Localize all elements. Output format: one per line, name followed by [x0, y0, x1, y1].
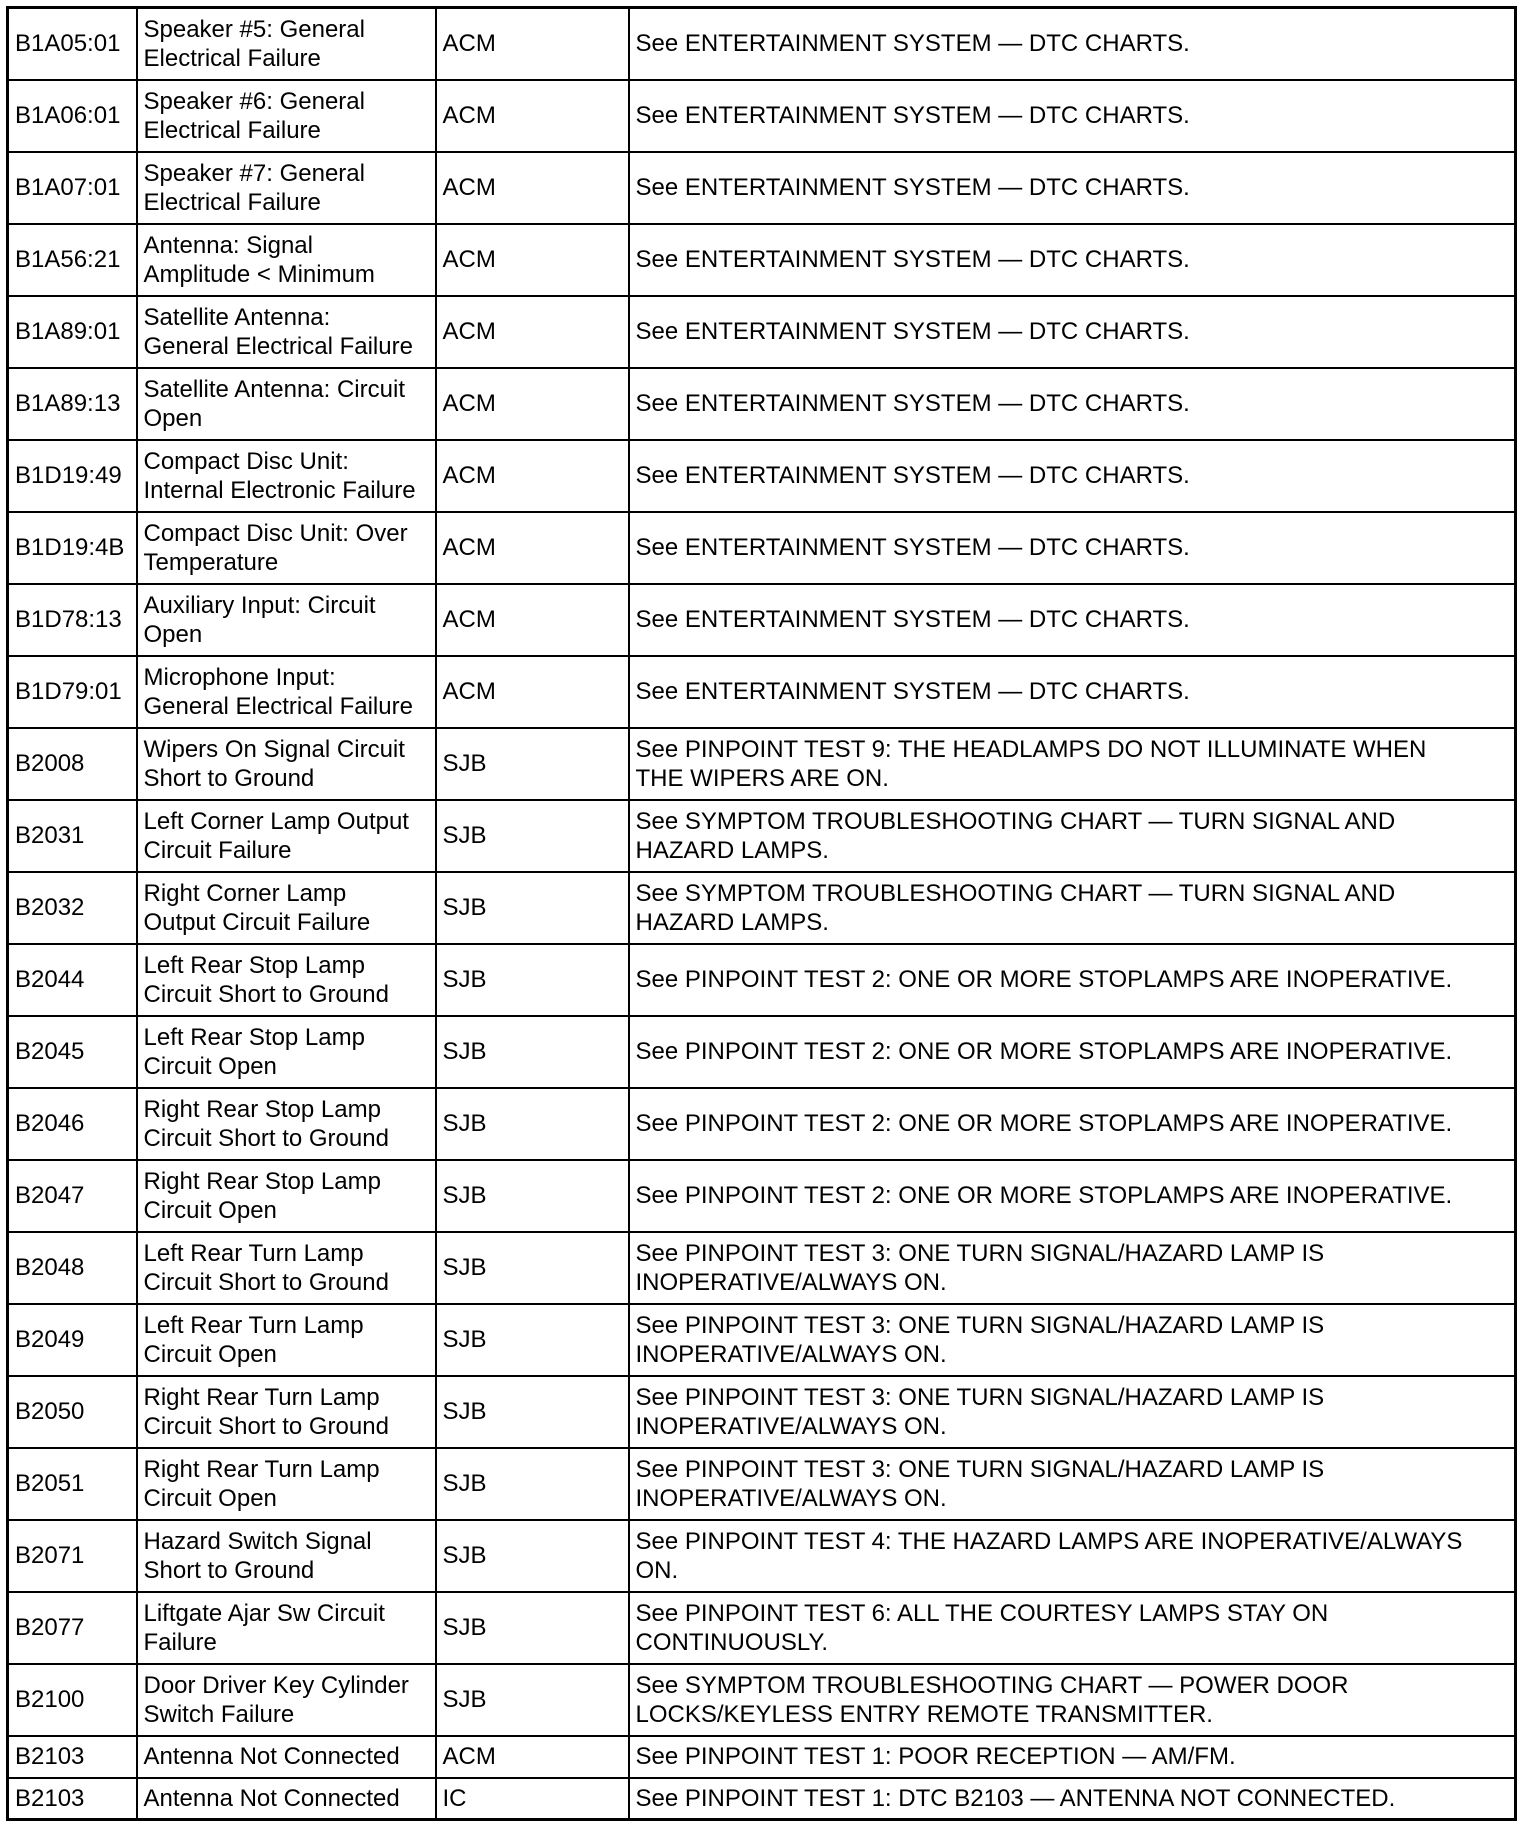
description-cell: Right Rear Stop Lamp Circuit Short to Ground	[137, 1088, 436, 1160]
module-cell: ACM	[436, 512, 629, 584]
table-row	[8, 800, 1516, 872]
description-cell: Antenna: Signal Amplitude < Minimum	[137, 224, 436, 296]
table-row	[8, 1448, 1516, 1520]
action-cell: See PINPOINT TEST 6: ALL THE COURTESY LAMPS STAY ON CONTINUOUSLY.	[629, 1592, 1516, 1664]
table-row	[8, 152, 1516, 224]
description-cell: Compact Disc Unit: Over Temperature	[137, 512, 436, 584]
dtc-code-cell: B2046	[8, 1088, 137, 1160]
dtc-code-cell: B1A05:01	[8, 8, 137, 80]
dtc-code-cell: B1A07:01	[8, 152, 137, 224]
module-cell: ACM	[436, 656, 629, 728]
description-cell: Left Corner Lamp Output Circuit Failure	[137, 800, 436, 872]
dtc-table	[6, 6, 1517, 1821]
action-cell: See PINPOINT TEST 3: ONE TURN SIGNAL/HAZARD LAMP IS INOPERATIVE/ALWAYS ON.	[629, 1376, 1516, 1448]
table-row	[8, 1016, 1516, 1088]
action-cell: See SYMPTOM TROUBLESHOOTING CHART — POWER DOOR LOCKS/KEYLESS ENTRY REMOTE TRANSMITTER.	[629, 1664, 1516, 1736]
table-row	[8, 1736, 1516, 1778]
dtc-code-cell: B2077	[8, 1592, 137, 1664]
description-cell: Antenna Not Connected	[137, 1736, 436, 1778]
module-cell: SJB	[436, 1232, 629, 1304]
description-cell: Antenna Not Connected	[137, 1778, 436, 1820]
action-cell: See PINPOINT TEST 2: ONE OR MORE STOPLAMPS ARE INOPERATIVE.	[629, 1088, 1516, 1160]
module-cell: SJB	[436, 1664, 629, 1736]
description-cell: Hazard Switch Signal Short to Ground	[137, 1520, 436, 1592]
action-cell: See PINPOINT TEST 3: ONE TURN SIGNAL/HAZARD LAMP IS INOPERATIVE/ALWAYS ON.	[629, 1448, 1516, 1520]
module-cell: SJB	[436, 944, 629, 1016]
dtc-code-cell: B2071	[8, 1520, 137, 1592]
module-cell: ACM	[436, 1736, 629, 1778]
description-cell: Right Corner Lamp Output Circuit Failure	[137, 872, 436, 944]
description-cell: Left Rear Stop Lamp Circuit Short to Ground	[137, 944, 436, 1016]
description-cell: Right Rear Turn Lamp Circuit Open	[137, 1448, 436, 1520]
module-cell: ACM	[436, 296, 629, 368]
dtc-code-cell: B2051	[8, 1448, 137, 1520]
action-cell: See ENTERTAINMENT SYSTEM — DTC CHARTS.	[629, 512, 1516, 584]
table-row	[8, 512, 1516, 584]
module-cell: IC	[436, 1778, 629, 1820]
table-row	[8, 1304, 1516, 1376]
module-cell: SJB	[436, 872, 629, 944]
action-cell: See PINPOINT TEST 4: THE HAZARD LAMPS ARE INOPERATIVE/ALWAYS ON.	[629, 1520, 1516, 1592]
table-row	[8, 1160, 1516, 1232]
description-cell: Speaker #5: General Electrical Failure	[137, 8, 436, 80]
description-cell: Auxiliary Input: Circuit Open	[137, 584, 436, 656]
action-cell: See PINPOINT TEST 1: POOR RECEPTION — AM/FM.	[629, 1736, 1516, 1778]
table-row	[8, 8, 1516, 80]
dtc-code-cell: B2045	[8, 1016, 137, 1088]
action-cell: See PINPOINT TEST 1: DTC B2103 — ANTENNA NOT CONNECTED.	[629, 1778, 1516, 1820]
module-cell: SJB	[436, 1448, 629, 1520]
module-cell: SJB	[436, 1520, 629, 1592]
table-row	[8, 728, 1516, 800]
description-cell: Right Rear Stop Lamp Circuit Open	[137, 1160, 436, 1232]
dtc-code-cell: B2050	[8, 1376, 137, 1448]
module-cell: ACM	[436, 152, 629, 224]
module-cell: ACM	[436, 368, 629, 440]
description-cell: Wipers On Signal Circuit Short to Ground	[137, 728, 436, 800]
table-row	[8, 872, 1516, 944]
table-row	[8, 1232, 1516, 1304]
action-cell: See PINPOINT TEST 3: ONE TURN SIGNAL/HAZARD LAMP IS INOPERATIVE/ALWAYS ON.	[629, 1232, 1516, 1304]
dtc-code-cell: B2100	[8, 1664, 137, 1736]
dtc-code-cell: B2049	[8, 1304, 137, 1376]
description-cell: Satellite Antenna: Circuit Open	[137, 368, 436, 440]
module-cell: SJB	[436, 1016, 629, 1088]
module-cell: SJB	[436, 1376, 629, 1448]
action-cell: See ENTERTAINMENT SYSTEM — DTC CHARTS.	[629, 296, 1516, 368]
module-cell: ACM	[436, 584, 629, 656]
dtc-code-cell: B2047	[8, 1160, 137, 1232]
description-cell: Satellite Antenna: General Electrical Failure	[137, 296, 436, 368]
table-row	[8, 944, 1516, 1016]
action-cell: See PINPOINT TEST 2: ONE OR MORE STOPLAMPS ARE INOPERATIVE.	[629, 944, 1516, 1016]
module-cell: ACM	[436, 440, 629, 512]
action-cell: See ENTERTAINMENT SYSTEM — DTC CHARTS.	[629, 152, 1516, 224]
dtc-code-cell: B1D19:49	[8, 440, 137, 512]
table-row	[8, 1520, 1516, 1592]
module-cell: SJB	[436, 1160, 629, 1232]
description-cell: Left Rear Stop Lamp Circuit Open	[137, 1016, 436, 1088]
dtc-code-cell: B1D78:13	[8, 584, 137, 656]
table-row	[8, 224, 1516, 296]
module-cell: SJB	[436, 800, 629, 872]
dtc-code-cell: B2031	[8, 800, 137, 872]
description-cell: Liftgate Ajar Sw Circuit Failure	[137, 1592, 436, 1664]
dtc-code-cell: B2103	[8, 1778, 137, 1820]
dtc-code-cell: B2044	[8, 944, 137, 1016]
dtc-code-cell: B1A56:21	[8, 224, 137, 296]
table-row	[8, 656, 1516, 728]
action-cell: See SYMPTOM TROUBLESHOOTING CHART — TURN SIGNAL AND HAZARD LAMPS.	[629, 872, 1516, 944]
description-cell: Speaker #7: General Electrical Failure	[137, 152, 436, 224]
description-cell: Door Driver Key Cylinder Switch Failure	[137, 1664, 436, 1736]
action-cell: See ENTERTAINMENT SYSTEM — DTC CHARTS.	[629, 440, 1516, 512]
module-cell: ACM	[436, 80, 629, 152]
dtc-code-cell: B2048	[8, 1232, 137, 1304]
action-cell: See ENTERTAINMENT SYSTEM — DTC CHARTS.	[629, 584, 1516, 656]
dtc-code-cell: B2008	[8, 728, 137, 800]
dtc-code-cell: B2032	[8, 872, 137, 944]
description-cell: Microphone Input: General Electrical Failure	[137, 656, 436, 728]
table-row	[8, 80, 1516, 152]
module-cell: SJB	[436, 1592, 629, 1664]
table-row	[8, 1778, 1516, 1820]
description-cell: Compact Disc Unit: Internal Electronic Failure	[137, 440, 436, 512]
module-cell: SJB	[436, 1304, 629, 1376]
action-cell: See ENTERTAINMENT SYSTEM — DTC CHARTS.	[629, 80, 1516, 152]
module-cell: SJB	[436, 1088, 629, 1160]
table-row	[8, 1664, 1516, 1736]
dtc-code-cell: B1A06:01	[8, 80, 137, 152]
dtc-code-cell: B1A89:01	[8, 296, 137, 368]
module-cell: ACM	[436, 224, 629, 296]
table-row	[8, 1088, 1516, 1160]
action-cell: See ENTERTAINMENT SYSTEM — DTC CHARTS.	[629, 656, 1516, 728]
table-row	[8, 584, 1516, 656]
action-cell: See ENTERTAINMENT SYSTEM — DTC CHARTS.	[629, 224, 1516, 296]
action-cell: See PINPOINT TEST 3: ONE TURN SIGNAL/HAZARD LAMP IS INOPERATIVE/ALWAYS ON.	[629, 1304, 1516, 1376]
action-cell: See ENTERTAINMENT SYSTEM — DTC CHARTS.	[629, 368, 1516, 440]
dtc-code-cell: B1D19:4B	[8, 512, 137, 584]
table-row	[8, 368, 1516, 440]
table-row	[8, 1592, 1516, 1664]
module-cell: ACM	[436, 8, 629, 80]
description-cell: Left Rear Turn Lamp Circuit Short to Ground	[137, 1232, 436, 1304]
table-row	[8, 440, 1516, 512]
description-cell: Left Rear Turn Lamp Circuit Open	[137, 1304, 436, 1376]
module-cell: SJB	[436, 728, 629, 800]
action-cell: See SYMPTOM TROUBLESHOOTING CHART — TURN SIGNAL AND HAZARD LAMPS.	[629, 800, 1516, 872]
dtc-code-cell: B1D79:01	[8, 656, 137, 728]
table-row	[8, 1376, 1516, 1448]
dtc-code-cell: B2103	[8, 1736, 137, 1778]
description-cell: Right Rear Turn Lamp Circuit Short to Ground	[137, 1376, 436, 1448]
action-cell: See PINPOINT TEST 2: ONE OR MORE STOPLAMPS ARE INOPERATIVE.	[629, 1016, 1516, 1088]
action-cell: See PINPOINT TEST 9: THE HEADLAMPS DO NOT ILLUMINATE WHEN THE WIPERS ARE ON.	[629, 728, 1516, 800]
dtc-code-cell: B1A89:13	[8, 368, 137, 440]
table-row	[8, 296, 1516, 368]
description-cell: Speaker #6: General Electrical Failure	[137, 80, 436, 152]
action-cell: See PINPOINT TEST 2: ONE OR MORE STOPLAMPS ARE INOPERATIVE.	[629, 1160, 1516, 1232]
action-cell: See ENTERTAINMENT SYSTEM — DTC CHARTS.	[629, 8, 1516, 80]
